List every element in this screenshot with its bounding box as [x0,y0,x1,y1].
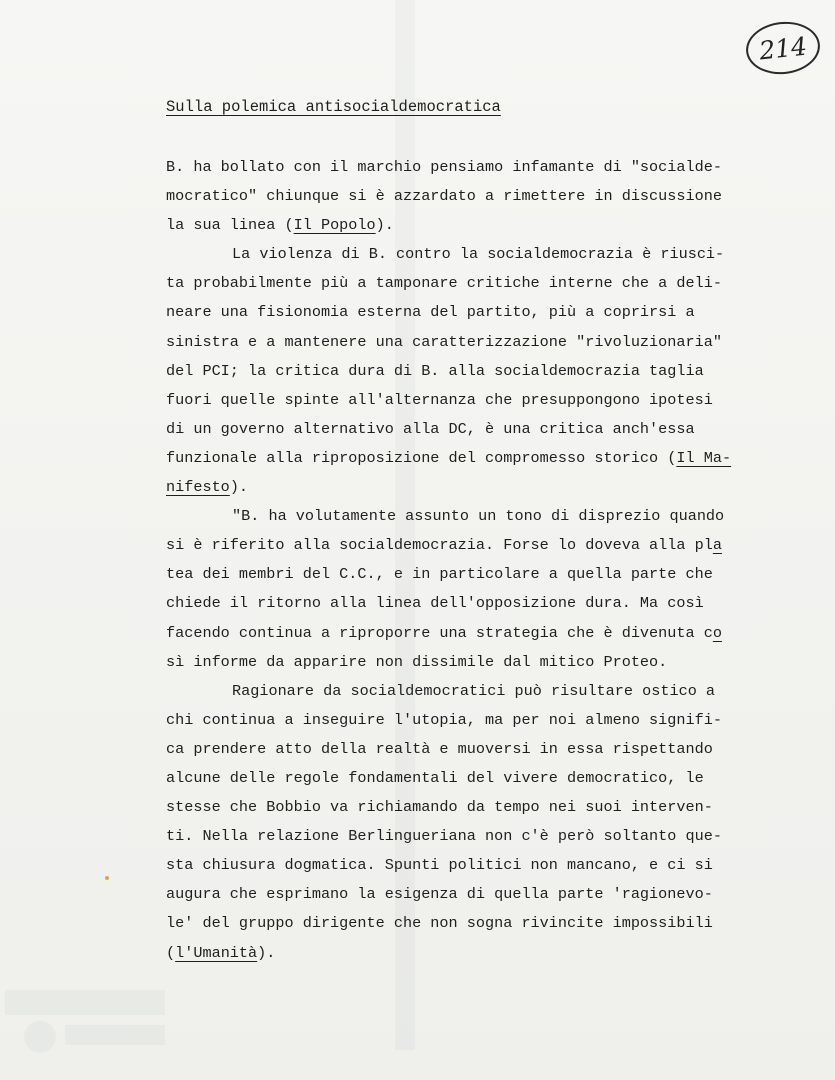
text-line [166,851,766,880]
page-number-text: 214 [757,31,809,65]
text-segment: La violenza di B. contro la socialdemocrazia è riusci- [232,245,725,264]
text-segment: mocratico" chiunque si è azzardato a rimettere in discussione [166,187,722,206]
text-line [166,386,766,415]
document-title: Sulla polemica antisocialdemocratica [166,98,501,116]
text-segment: ( [166,943,176,962]
handwritten-page-number [743,18,822,77]
text-segment: neare una fisionomia esterna del partito, più a coprirsi a [166,303,695,322]
text-segment: chiede il ritorno alla linea dell'opposizione dura. Ma così [166,594,704,613]
text-line [166,444,766,473]
text-line [166,473,766,502]
text-segment: ca prendere atto della realtà e muoversi in essa rispettando [166,739,713,758]
text-segment: augura che esprimano la esigenza di quella parte 'ragionevo- [166,885,713,904]
text-segment: sta chiusura dogmatica. Spunti politici non mancano, e ci si [166,856,713,875]
text-segment: alcune delle regole fondamentali del vivere democratico, le [166,768,704,787]
text-line [166,560,766,589]
paragraph [166,153,766,240]
text-line [166,357,766,386]
text-line [166,589,766,618]
text-segment: ). [257,943,276,962]
text-line [166,706,766,735]
text-line [166,182,766,211]
underlined-segment: a [712,536,722,555]
paragraph [166,240,766,502]
underlined-segment: nifesto [166,478,230,497]
text-segment: ti. Nella relazione Berlingueriana non c'è però soltanto que- [166,827,722,846]
text-segment: si è riferito alla socialdemocrazia. Forse lo doveva alla pl [166,536,713,555]
text-line [166,269,766,298]
text-line [166,939,766,968]
text-line [166,648,766,677]
text-line [166,764,766,793]
text-line [166,240,766,269]
underlined-segment: o [712,623,722,642]
paragraph [166,502,766,677]
text-segment: del PCI; la critica dura di B. alla socialdemocrazia taglia [166,361,704,380]
text-line [166,153,766,182]
text-segment: "B. ha volutamente assunto un tono di disprezio quando [232,507,725,526]
text-segment: funzionale alla riproposizione del compromesso storico ( [166,448,677,467]
text-line [166,531,766,560]
paper-speck [105,876,109,880]
text-segment: chi continua a inseguire l'utopia, ma per noi almeno signifi- [166,710,722,729]
text-segment: fuori quelle spinte all'alternanza che presuppongono ipotesi [166,390,713,409]
text-segment: le' del gruppo dirigente che non sogna rivincite impossibili [166,914,713,933]
text-line [166,328,766,357]
text-line [166,677,766,706]
text-segment: ). [229,478,249,497]
text-segment: B. ha bollato con il marchio pensiamo infamante di "socialde- [166,158,722,176]
underlined-segment: Il Popolo [293,216,376,235]
text-segment: sì informe da apparire non dissimile dal mitico Proteo. [166,652,668,671]
text-line [166,735,766,764]
text-segment: la sua linea ( [166,216,294,235]
text-segment: ta probabilmente più a tamponare critiche interne che a deli- [166,274,722,293]
text-segment: tea dei membri del C.C., e in particolare a quella parte che [166,565,713,584]
paragraph [166,677,766,968]
text-segment: di un governo alternativo alla DC, è una critica anch'essa [166,419,695,438]
text-line [166,619,766,648]
underlined-segment: Il Ma- [676,448,732,467]
document-body [166,153,766,968]
archive-logo-mark [0,985,170,1055]
text-line [166,415,766,444]
text-segment: sinistra e a mantenere una caratterizzazione "rivoluzionaria" [166,332,722,351]
text-segment: ). [375,216,394,235]
text-segment: stesse che Bobbio va richiamando da tempo nei suoi interven- [166,798,713,817]
text-segment: facendo continua a riproporre una strategia che è divenuta c [166,623,713,642]
text-line [166,822,766,851]
text-line [166,793,766,822]
underlined-segment: l'Umanità [175,943,258,962]
text-line [166,909,766,938]
text-line [166,211,766,240]
text-segment: Ragionare da socialdemocratici può risultare ostico a [232,681,716,700]
text-line [166,298,766,327]
text-line [166,880,766,909]
text-line [166,502,766,531]
